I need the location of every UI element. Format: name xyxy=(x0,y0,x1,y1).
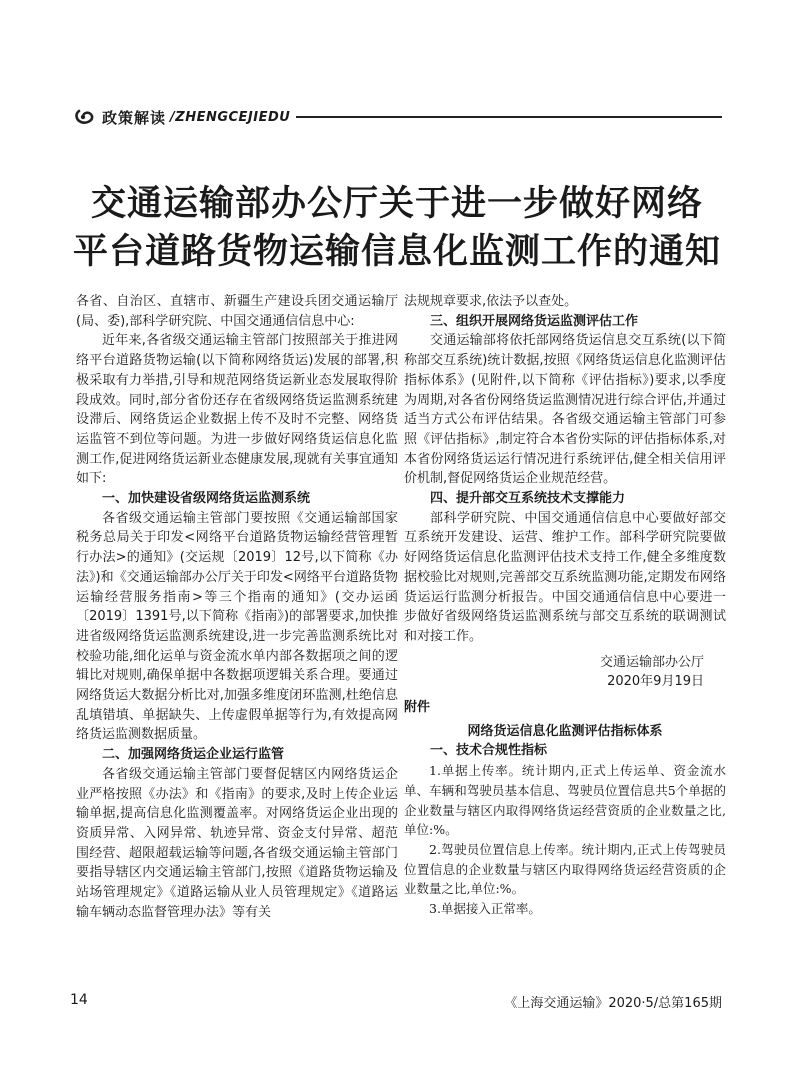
attachment-title: 网络货运信息化监测评估指标体系 xyxy=(467,723,663,739)
section-heading: 一、加快建设省级网络货运监测系统 xyxy=(102,491,311,507)
section-heading: 一、技术合规性指标 xyxy=(430,743,548,759)
section-pinyin: /ZHENGCEJIEDU xyxy=(170,109,291,125)
right-column xyxy=(404,292,726,919)
body-paragraph: 部科学研究院、中国交通通信信息中心要做好部交互系统开发建设、运营、维护工作。部科学研究院要做好网络货运信息化监测评估技术支持工作,健全多维度数据校验比对规则,完善部交互系统监测功能,定期发布网络货运运行监测分析报告。中国交通通信信息中心要进一步做好省级网络货运监测系统与部交互系统的联调测试和对接工作。 xyxy=(404,510,726,644)
continued-paragraph: 法规规章要求,依法予以查处。 xyxy=(404,294,578,309)
metric-item: 3.单据接入正常率。 xyxy=(429,901,541,917)
section-heading: 三、组织开展网络货运监测评估工作 xyxy=(430,313,639,329)
left-column xyxy=(76,292,398,923)
page-number: 14 xyxy=(70,992,88,1008)
header-rule xyxy=(296,116,722,118)
body-paragraph: 各省级交通运输主管部门要督促辖区内网络货运企业严格按照《办法》和《指南》的要求,及时上传企业运输单据,提高信息化监测覆盖率。对网络货运企业出现的资质异常、入网异常、轨迹异常、资金支付异常、超范围经营、超限超载运输等问题,各省级交通运输主管部门要指导辖区内交通运输主管部门,按照《道路货物运输及站场管理规定》《道路运输从业人员管理规定》《道路运输车辆动态监督管理办法》等有关 xyxy=(76,766,398,920)
section-heading: 二、加强网络货运企业运行监管 xyxy=(102,747,285,763)
body-paragraph: 交通运输部将依托部网络货运信息交互系统(以下简称部交互系统)统计数据,按照《网络货运信息化监测评估指标体系》(见附件,以下简称《评估指标》)要求,以季度为周期,对各省份网络货运监测情况进行综合评估,并通过适当方式公布评估结果。各省级交通运输主管部门可参照《评估指标》,制定符合本省份实际的评估指标体系,对本省份网络货运运行情况进行系统评估,健全相关信用评价机制,督促网络货运企业规范经营。 xyxy=(404,333,726,487)
body-paragraph: 近年来,各省级交通运输主管部门按照部关于推进网络平台道路货物运输(以下简称网络货运)发展的部署,积极采取有力举措,引导和规范网络货运新业态发展取得阶段成效。同时,部分省份还存在省级网络货运监测系统建设滞后、网络货运企业数据上传不及时不完整、网络货运监管不到位等问题。为进一步做好网络货运信息化监测工作,促进网络货运新业态健康发展,现就有关事宜通知如下: xyxy=(76,333,398,487)
title-line-2: 平台道路货物运输信息化监测工作的通知 xyxy=(72,231,721,272)
signature: 交通运输部办公厅 xyxy=(599,654,704,670)
metric-item: 2.驾驶员位置信息上传率。统计期内,正式上传驾驶员位置信息的企业数量与辖区内取得网络货运经营资质的企业数量之比,单位:%。 xyxy=(404,841,726,897)
swirl-logo-icon xyxy=(72,108,94,126)
journal-info: 《上海交通运输》2020·5/总第165期 xyxy=(504,996,722,1011)
metric-item: 1.单据上传率。统计期内,正式上传运单、资金流水单、车辆和驾驶员基本信息、驾驶员位置信息共5个单据的企业数量与辖区内取得网络货运经营资质的企业数量之比,单位:%。 xyxy=(404,763,726,838)
section-heading: 四、提升部交互系统技术支撑能力 xyxy=(430,491,626,507)
section-header xyxy=(72,104,722,130)
article-title xyxy=(40,180,754,276)
title-line-1: 交通运输部办公厅关于进一步做好网络 xyxy=(90,183,703,224)
body-paragraph: 各省级交通运输主管部门要按照《交通运输部国家税务总局关于印发<网络平台道路货物运输经营管理暂行办法>的通知》(交运规〔2019〕12号,以下简称《办法》)和《交通运输部办公厅关于印发<网络平台道路货物运输经营服务指南>等三个指南的通知》(交办运函〔2019〕1391号,以下简称《指南》)的部署要求,加快推进省级网络货运监测系统建设,进一步完善监测系统比对校验功能,细化运单与资金流水单内部各数据项之间的逻辑比对规则,确保单据中各数据项逻辑关系合理。要通过网络货运大数据分析比对,加强多维度闭环监测,杜绝信息乱填错填、单据缺失、上传虚假单据等行为,有效提高网络货运监测数据质量。 xyxy=(76,510,398,743)
issue-date: 2020年9月19日 xyxy=(607,674,704,690)
salutation: 各省、自治区、直辖市、新疆生产建设兵团交通运输厅(局、委),部科学研究院、中国交通通信信息中心: xyxy=(76,294,398,329)
section-title: 政策解读 xyxy=(102,108,167,127)
attachment-label: 附件 xyxy=(404,700,431,716)
